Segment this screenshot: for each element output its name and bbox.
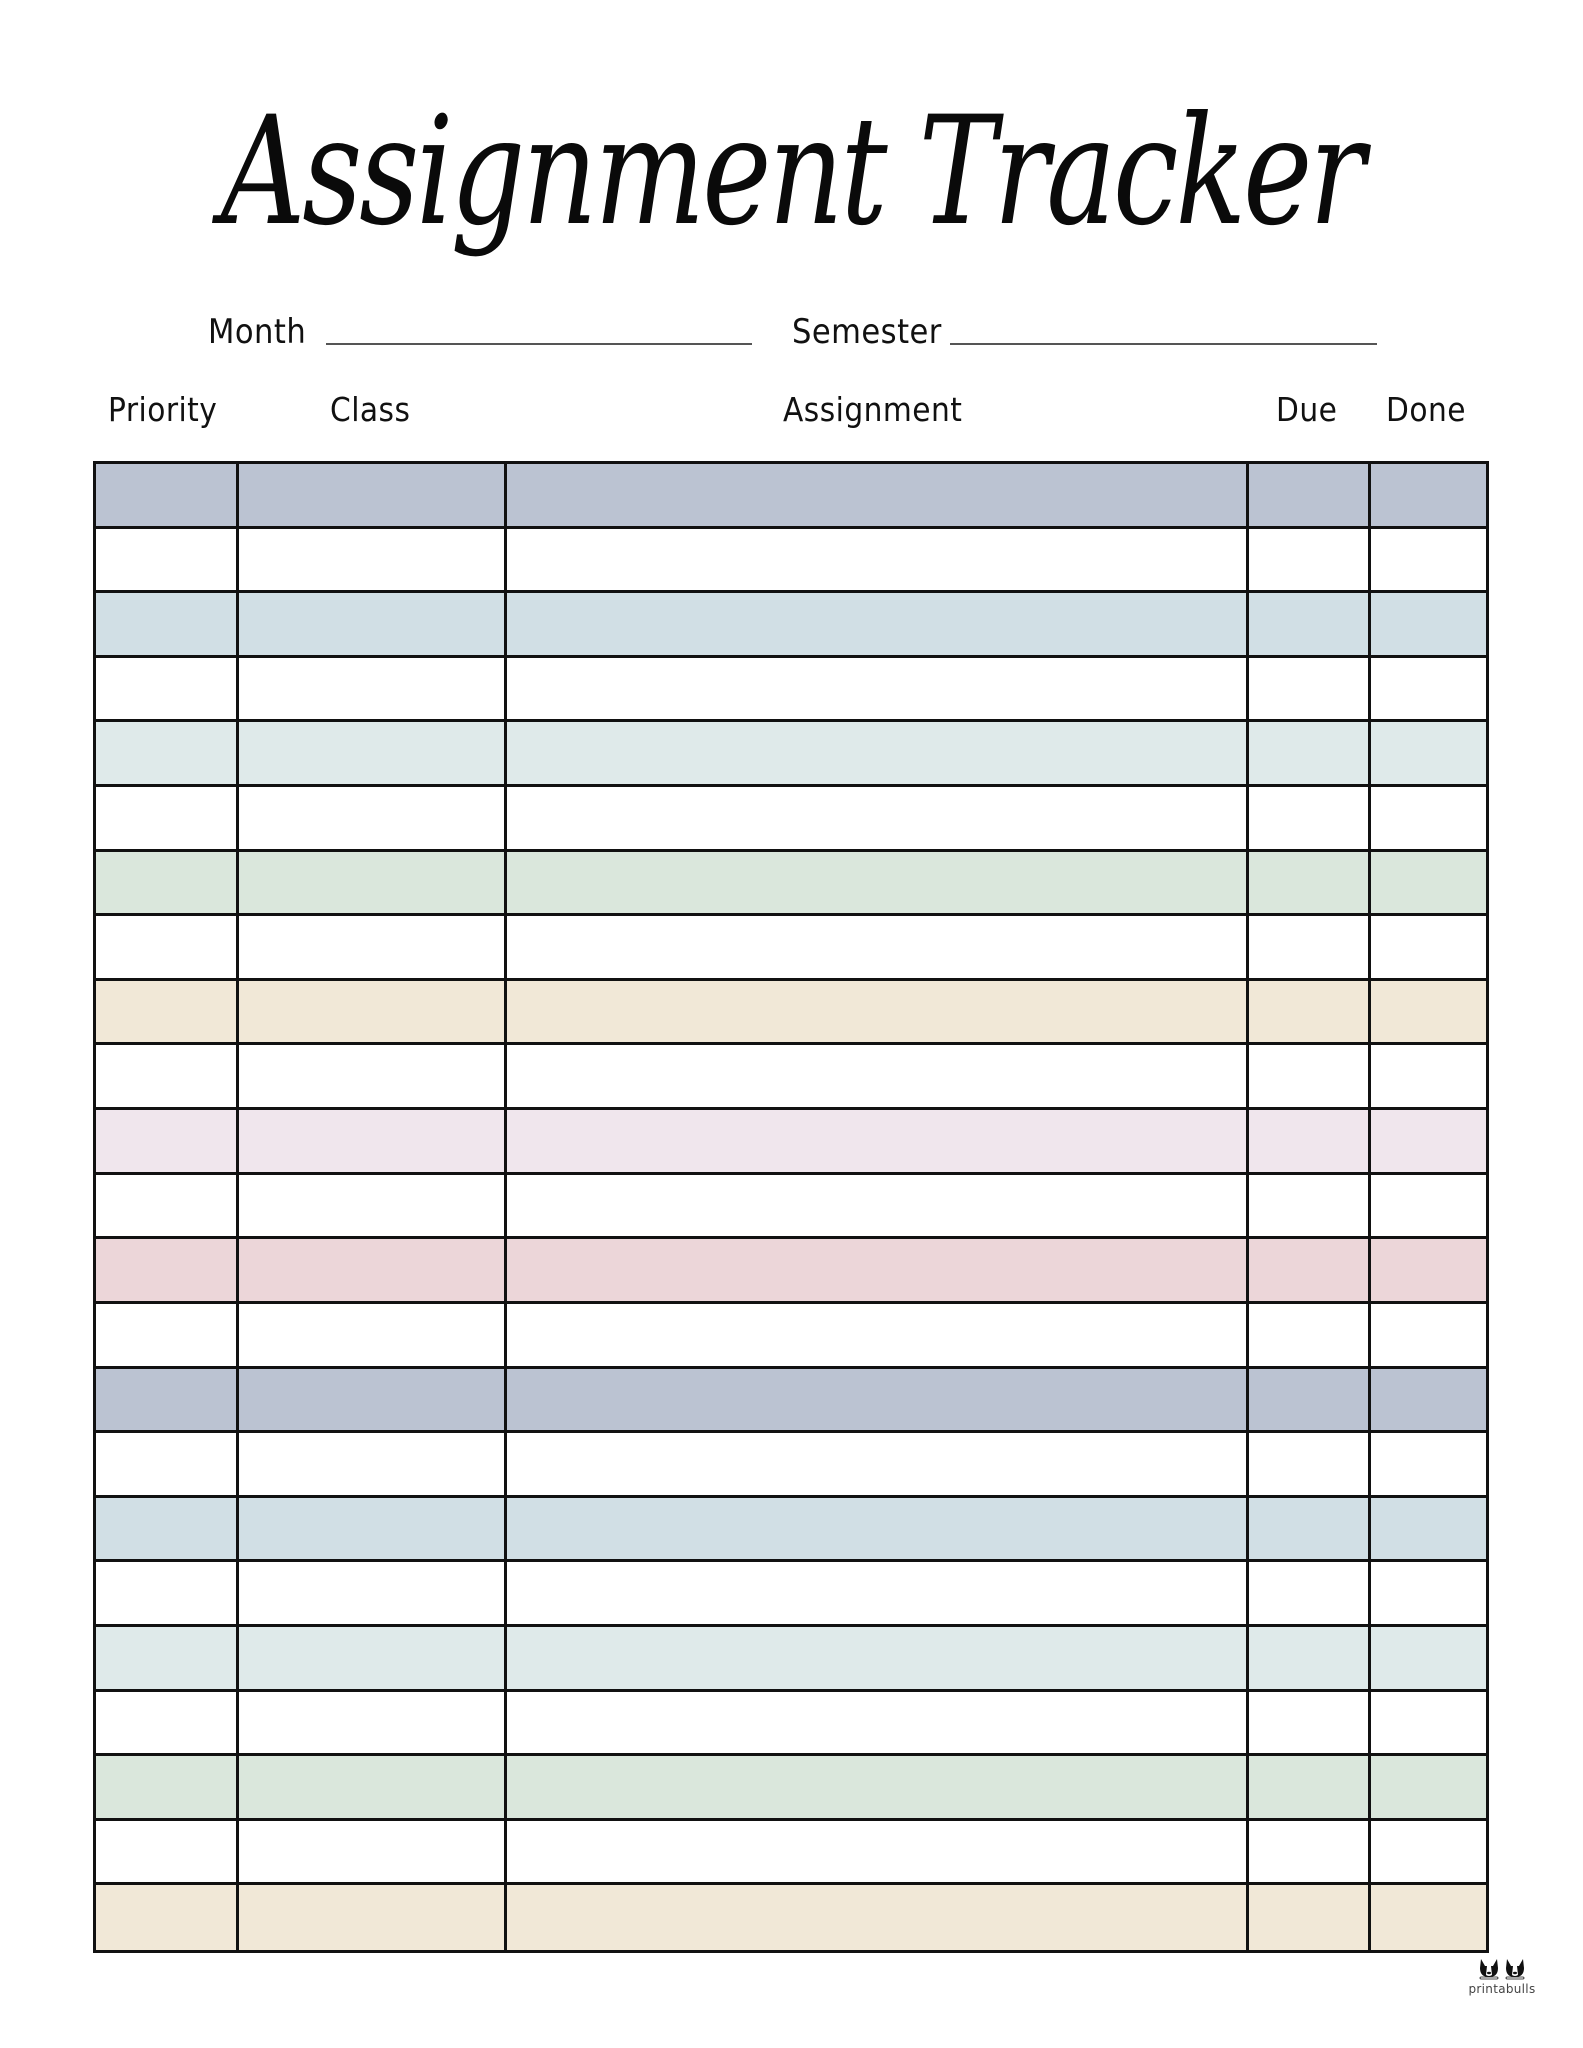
cell-done[interactable] [1371,1110,1486,1172]
cell-due[interactable] [1249,464,1371,526]
cell-class[interactable] [239,981,507,1043]
cell-assignment[interactable] [507,1498,1249,1560]
cell-priority[interactable] [96,1885,239,1950]
cell-class[interactable] [239,1562,507,1624]
cell-done[interactable] [1371,1627,1486,1689]
semester-label: Semester [792,312,942,352]
cell-class[interactable] [239,1498,507,1560]
cell-done[interactable] [1371,1692,1486,1754]
cell-priority[interactable] [96,1304,239,1366]
cell-done[interactable] [1371,852,1486,914]
cell-done[interactable] [1371,1304,1486,1366]
cell-done[interactable] [1371,1498,1486,1560]
cell-done[interactable] [1371,529,1486,591]
cell-class[interactable] [239,1110,507,1172]
cell-assignment[interactable] [507,1239,1249,1301]
cell-due[interactable] [1249,1692,1371,1754]
cell-class[interactable] [239,529,507,591]
table-row [96,1045,1486,1110]
cell-assignment[interactable] [507,464,1249,526]
column-header-class: Class [330,390,411,429]
cell-assignment[interactable] [507,722,1249,784]
cell-due[interactable] [1249,1498,1371,1560]
bulldog-icon [1478,1958,1500,1980]
cell-assignment[interactable] [507,1885,1249,1950]
cell-due[interactable] [1249,981,1371,1043]
cell-done[interactable] [1371,787,1486,849]
cell-assignment[interactable] [507,1369,1249,1431]
cell-class[interactable] [239,1304,507,1366]
cell-class[interactable] [239,722,507,784]
cell-due[interactable] [1249,1627,1371,1689]
cell-class[interactable] [239,1433,507,1495]
cell-done[interactable] [1371,658,1486,720]
cell-class[interactable] [239,916,507,978]
cell-due[interactable] [1249,593,1371,655]
table-row [96,1433,1486,1498]
cell-assignment[interactable] [507,1821,1249,1883]
printabulls-logo [1462,1958,1542,2006]
column-header-assignment: Assignment [783,390,963,429]
cell-class[interactable] [239,464,507,526]
cell-done[interactable] [1371,981,1486,1043]
cell-priority[interactable] [96,464,239,526]
cell-done[interactable] [1371,1821,1486,1883]
cell-class[interactable] [239,1885,507,1950]
table-row [96,981,1486,1046]
cell-due[interactable] [1249,1821,1371,1883]
cell-class[interactable] [239,593,507,655]
table-row [96,1756,1486,1821]
cell-priority[interactable] [96,1110,239,1172]
month-label: Month [208,312,307,352]
table-row [96,593,1486,658]
cell-class[interactable] [239,1627,507,1689]
cell-assignment[interactable] [507,1756,1249,1818]
cell-assignment[interactable] [507,916,1249,978]
cell-assignment[interactable] [507,1045,1249,1107]
table-row [96,1562,1486,1627]
assignment-table [93,461,1489,1953]
cell-priority[interactable] [96,1562,239,1624]
cell-assignment[interactable] [507,1110,1249,1172]
cell-priority[interactable] [96,722,239,784]
cell-priority[interactable] [96,916,239,978]
cell-assignment[interactable] [507,658,1249,720]
cell-due[interactable] [1249,1304,1371,1366]
cell-assignment[interactable] [507,1692,1249,1754]
cell-done[interactable] [1371,722,1486,784]
cell-due[interactable] [1249,1562,1371,1624]
cell-priority[interactable] [96,1756,239,1818]
cell-due[interactable] [1249,852,1371,914]
brand-name: printabulls [1468,1982,1536,1996]
cell-done[interactable] [1371,1562,1486,1624]
cell-assignment[interactable] [507,1562,1249,1624]
cell-class[interactable] [239,1692,507,1754]
table-row [96,1498,1486,1563]
table-row [96,852,1486,917]
french-bulldog-pair-icon [1462,1958,1542,1982]
table-row [96,1692,1486,1757]
cell-class[interactable] [239,1239,507,1301]
column-header-priority: Priority [108,390,218,429]
cell-due[interactable] [1249,1885,1371,1950]
cell-due[interactable] [1249,1433,1371,1495]
cell-class[interactable] [239,1175,507,1237]
table-row [96,1627,1486,1692]
cell-class[interactable] [239,1369,507,1431]
table-row [96,1110,1486,1175]
cell-due[interactable] [1249,658,1371,720]
cell-priority[interactable] [96,658,239,720]
cell-assignment[interactable] [507,1627,1249,1689]
cell-class[interactable] [239,852,507,914]
cell-priority[interactable] [96,1239,239,1301]
cell-priority[interactable] [96,529,239,591]
cell-priority[interactable] [96,1821,239,1883]
bulldog-icon [1504,1958,1526,1980]
cell-due[interactable] [1249,787,1371,849]
cell-priority[interactable] [96,981,239,1043]
cell-priority[interactable] [96,593,239,655]
cell-assignment[interactable] [507,852,1249,914]
cell-assignment[interactable] [507,1304,1249,1366]
semester-field[interactable] [950,343,1377,345]
cell-done[interactable] [1371,1756,1486,1818]
cell-priority[interactable] [96,1045,239,1107]
table-row [96,658,1486,723]
column-header-due: Due [1276,390,1338,429]
table-row [96,1304,1486,1369]
cell-priority[interactable] [96,787,239,849]
cell-due[interactable] [1249,1756,1371,1818]
cell-assignment[interactable] [507,529,1249,591]
table-row [96,1369,1486,1434]
cell-priority[interactable] [96,1369,239,1431]
table-row [96,916,1486,981]
cell-priority[interactable] [96,1433,239,1495]
cell-done[interactable] [1371,1433,1486,1495]
cell-priority[interactable] [96,1175,239,1237]
cell-assignment[interactable] [507,1433,1249,1495]
cell-done[interactable] [1371,1239,1486,1301]
cell-done[interactable] [1371,1369,1486,1431]
table-row [96,529,1486,594]
cell-due[interactable] [1249,1239,1371,1301]
cell-due[interactable] [1249,916,1371,978]
cell-class[interactable] [239,1045,507,1107]
cell-done[interactable] [1371,1175,1486,1237]
cell-assignment[interactable] [507,787,1249,849]
cell-priority[interactable] [96,1498,239,1560]
cell-class[interactable] [239,1756,507,1818]
cell-priority[interactable] [96,1627,239,1689]
cell-due[interactable] [1249,722,1371,784]
cell-assignment[interactable] [507,981,1249,1043]
table-row [96,464,1486,529]
cell-class[interactable] [239,658,507,720]
cell-due[interactable] [1249,1110,1371,1172]
month-field[interactable] [326,343,752,345]
cell-priority[interactable] [96,1692,239,1754]
table-row [96,1885,1486,1950]
cell-done[interactable] [1371,1885,1486,1950]
cell-done[interactable] [1371,1045,1486,1107]
table-row [96,787,1486,852]
cell-class[interactable] [239,1821,507,1883]
table-row [96,1821,1486,1886]
table-row [96,1239,1486,1304]
table-row [96,1175,1486,1240]
cell-done[interactable] [1371,916,1486,978]
cell-due[interactable] [1249,1369,1371,1431]
cell-assignment[interactable] [507,593,1249,655]
cell-class[interactable] [239,787,507,849]
cell-done[interactable] [1371,593,1486,655]
column-header-done: Done [1386,390,1466,429]
cell-due[interactable] [1249,529,1371,591]
cell-done[interactable] [1371,464,1486,526]
cell-due[interactable] [1249,1045,1371,1107]
cell-priority[interactable] [96,852,239,914]
cell-assignment[interactable] [507,1175,1249,1237]
table-row [96,722,1486,787]
page-title: Assignment Tracker [220,85,1363,259]
cell-due[interactable] [1249,1175,1371,1237]
